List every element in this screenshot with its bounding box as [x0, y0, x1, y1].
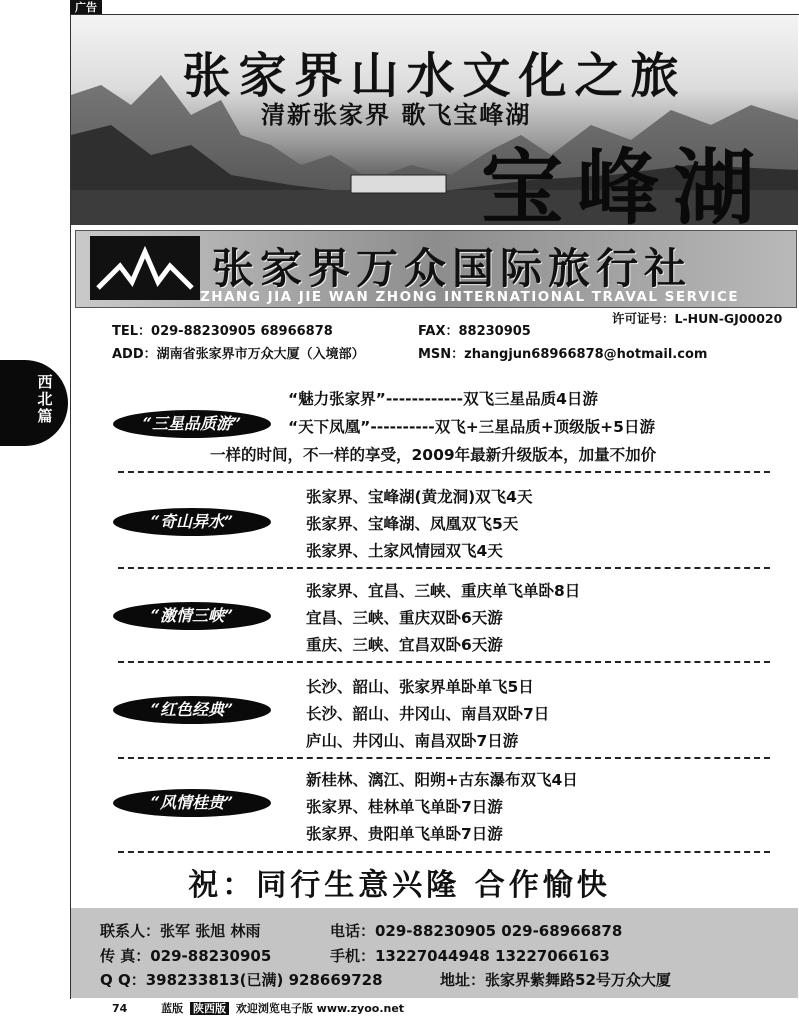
agency-name: 张家界万众国际旅行社 [212, 244, 693, 293]
tour-line: 张家界、贵阳单飞单卧7日游 [306, 825, 503, 843]
agency-logo [90, 236, 200, 300]
tour-line: 张家界、土家风情园双飞4天 [306, 542, 503, 560]
side-tab-label: 西北篇 [37, 373, 53, 425]
tour-line: 新桂林、漓江、阳朔+古东瀑布双飞4日 [306, 771, 578, 789]
contact-mobile: 手机：13227044948 13227066163 [330, 947, 610, 965]
contact-persons: 联系人：张军 张旭 林雨 [100, 922, 261, 940]
address: ADD：湖南省张家界市万众大厦（入境部） [112, 347, 365, 362]
tour-line: “魅力张家界”------------双飞三星品质4日游 [288, 390, 598, 408]
agency-english-name: ZHANG JIA JIE WAN ZHONG INTERNATIONAL TRAVAL SERVICE [200, 289, 740, 305]
page-number: 74 [112, 1002, 128, 1015]
tour-line: 重庆、三峡、宜昌双卧6天游 [306, 636, 503, 654]
banner-title: 张家界山水文化之旅 [182, 48, 687, 104]
tel: TEL：029-88230905 68966878 [112, 324, 333, 339]
tour-line: 张家界、宝峰湖、凤凰双飞5天 [306, 515, 519, 533]
fax: FAX：88230905 [418, 324, 531, 339]
banner-image [71, 15, 798, 225]
tour-line: 长沙、韶山、张家界单卧单飞5日 [306, 678, 534, 696]
section-note: 一样的时间，不一样的享受，2009年最新升级版本，加量不加价 [210, 446, 657, 464]
tour-line: “天下凤凰”----------双飞+三星品质+顶级版+5日游 [288, 418, 655, 436]
divider [118, 661, 770, 663]
tour-line: 庐山、井冈山、南昌双卧7日游 [306, 732, 519, 750]
contact-address: 地址：张家界紫舞路52号万众大厦 [440, 971, 671, 989]
page-footer [112, 1000, 404, 1016]
tour-line: 张家界、桂林单飞单卧7日游 [306, 798, 503, 816]
tour-line: 宜昌、三峡、重庆双卧6天游 [306, 609, 503, 627]
divider [118, 471, 770, 473]
section-badge: “三星品质游” [113, 410, 271, 438]
banner-subtitle: 清新张家界 歌飞宝峰湖 [261, 100, 532, 129]
mountain-logo-icon [90, 236, 200, 300]
edition-badge: 陕西版 [190, 1002, 229, 1015]
tour-line: 张家界、宜昌、三峡、重庆单飞单卧8日 [306, 582, 581, 600]
wish-banner: 祝：同行生意兴隆 合作愉快 [188, 868, 611, 903]
divider [118, 851, 770, 853]
license-number: 许可证号：L-HUN-GJ00020 [612, 311, 783, 326]
tour-line: 长沙、韶山、井冈山、南昌双卧7日 [306, 705, 550, 723]
side-tab [0, 360, 68, 446]
ad-tag: 广告 [70, 0, 102, 16]
msn: MSN：zhangjun68966878@hotmail.com [418, 347, 708, 362]
edition-label: 蓝版 [161, 1002, 184, 1015]
divider [118, 757, 770, 759]
section-badge: “红色经典” [113, 696, 271, 724]
website-text[interactable]: 欢迎浏览电子版 www.zyoo.net [235, 1002, 405, 1015]
banner-big-text: 宝峰湖 [481, 140, 770, 225]
contact-fax: 传 真：029-88230905 [100, 947, 272, 965]
section-badge: “激情三峡” [113, 602, 271, 630]
contact-qq: Q Q：398233813(已满) 928669728 [100, 971, 383, 989]
section-badge: “风情桂贵” [113, 789, 271, 817]
section-badge: “奇山异水” [113, 508, 271, 536]
tour-line: 张家界、宝峰湖(黄龙洞)双飞4天 [306, 488, 533, 506]
contact-phone: 电话：029-88230905 029-68966878 [330, 922, 623, 940]
divider [118, 567, 770, 569]
